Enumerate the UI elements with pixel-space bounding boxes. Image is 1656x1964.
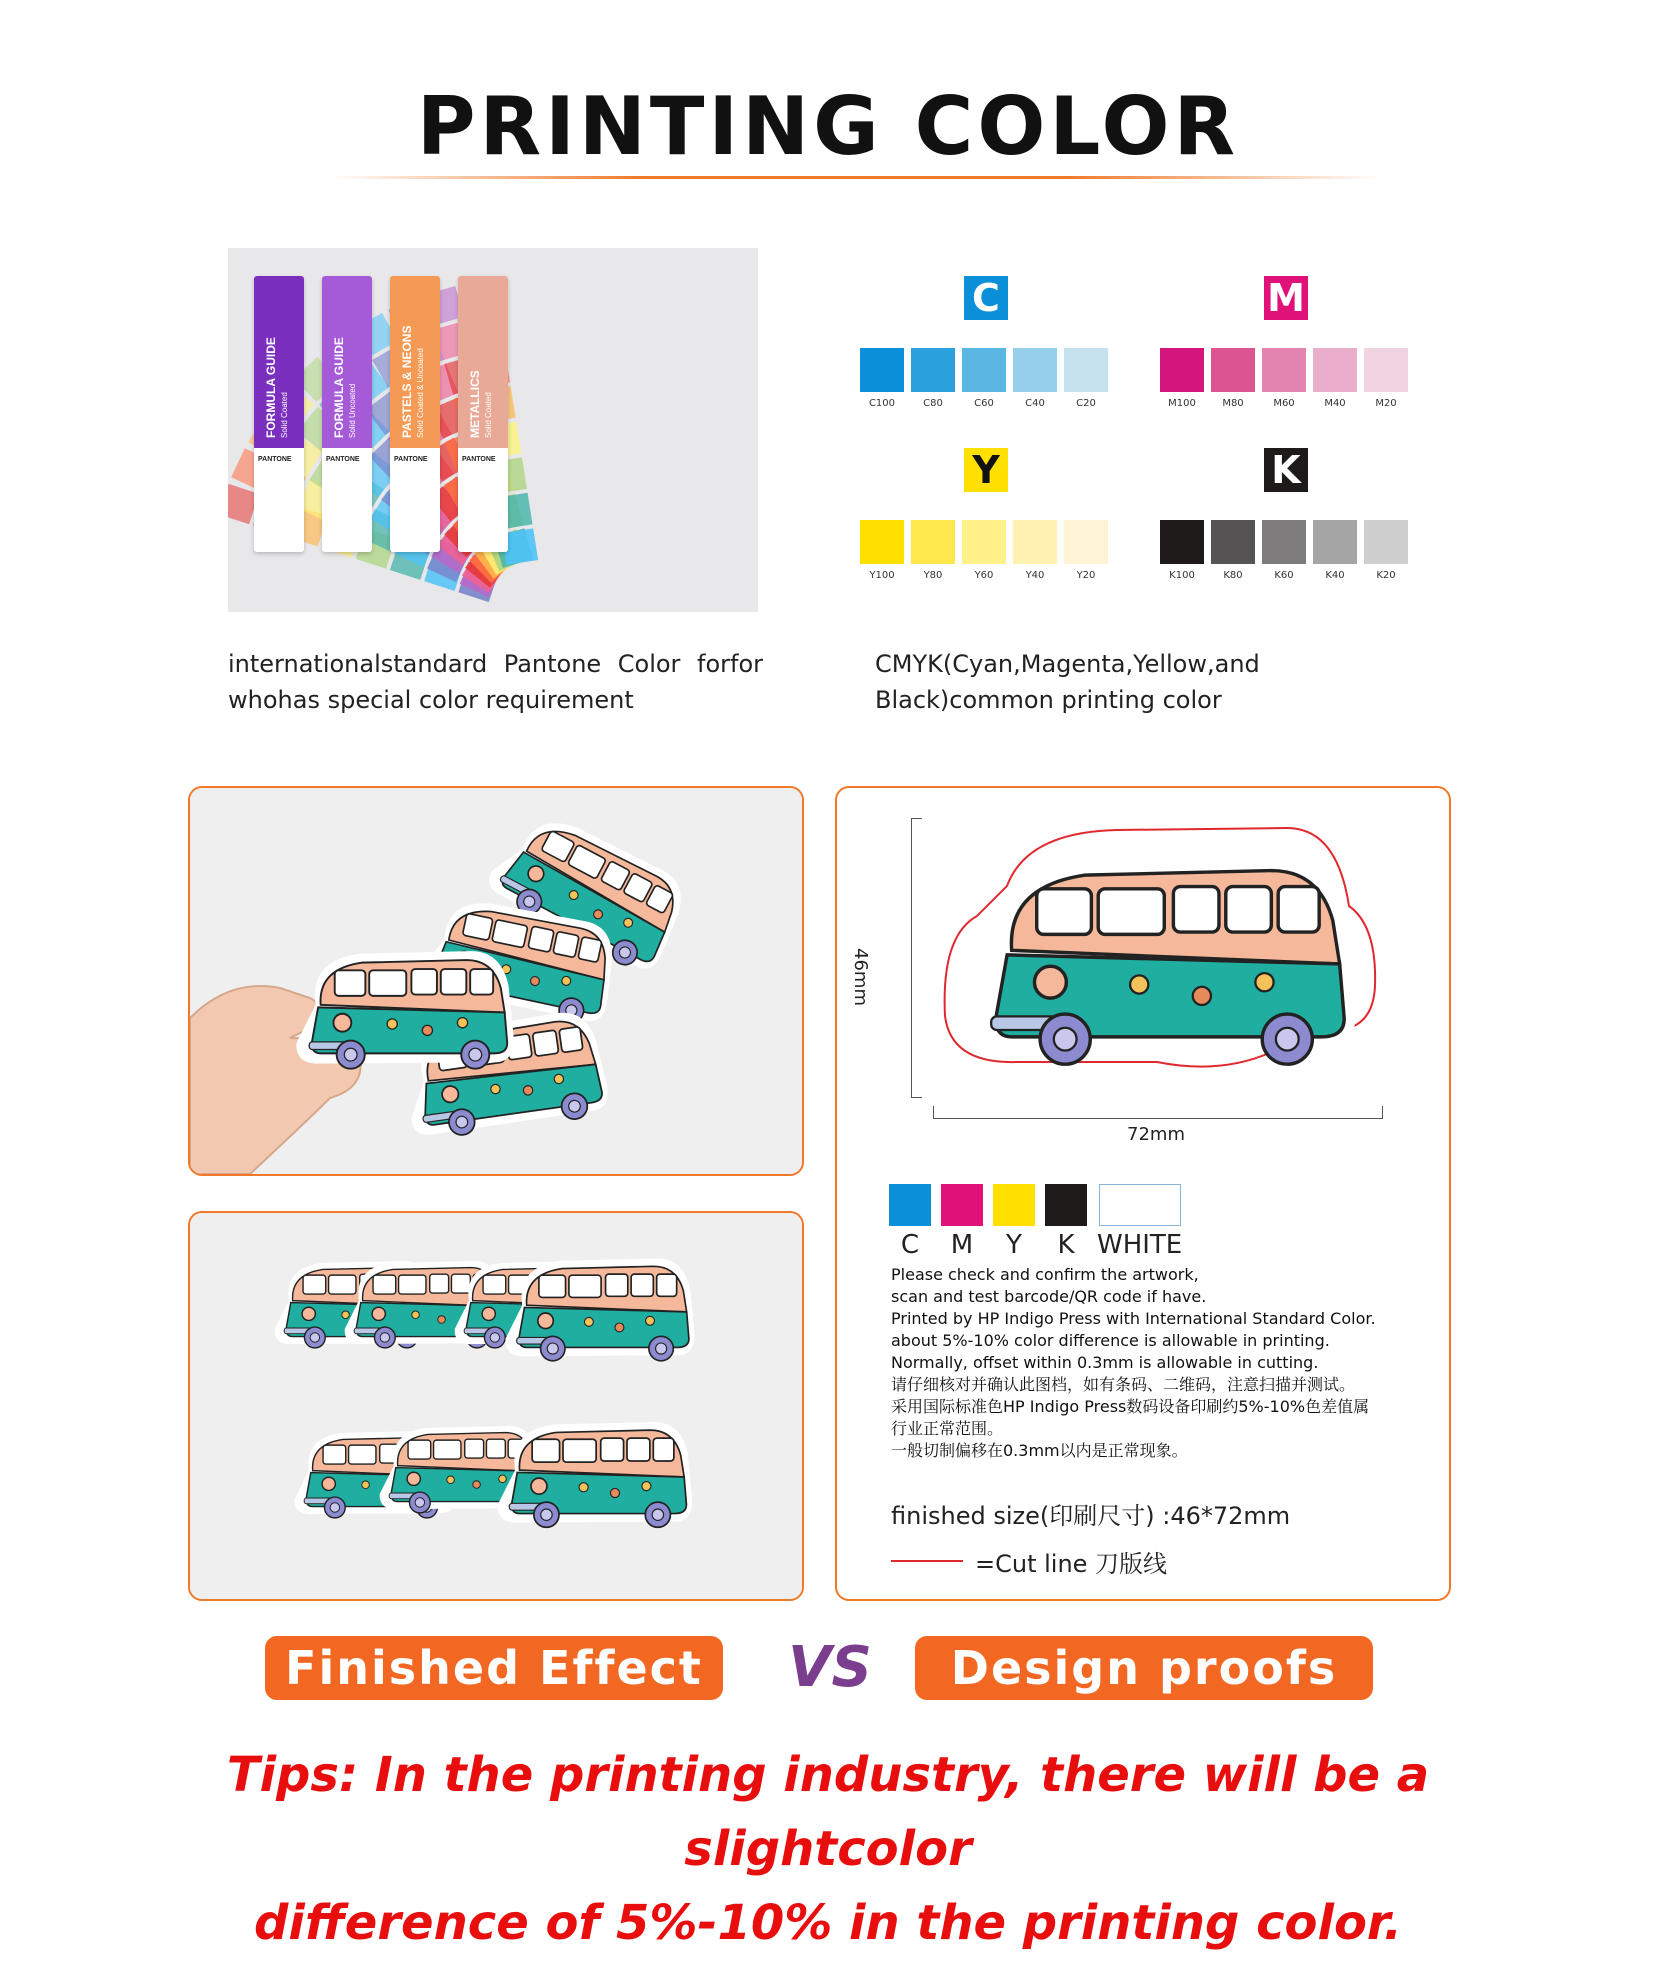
swatch-label: Y20 [1076, 570, 1096, 581]
finished-effect-label: Finished Effect [265, 1636, 723, 1700]
color-swatch [962, 520, 1006, 564]
color-chip-label: K [1057, 1230, 1075, 1260]
pantone-book-cover [458, 276, 508, 448]
pantone-book-brand: PANTONE [258, 456, 292, 463]
swatch-label: C80 [923, 398, 943, 409]
color-chip-swatch [993, 1184, 1035, 1226]
swatch-label: M20 [1375, 398, 1397, 409]
pantone-book-brand: PANTONE [462, 456, 496, 463]
color-swatch [1064, 520, 1108, 564]
swatch-label: K40 [1325, 570, 1345, 581]
pantone-book-brand: PANTONE [326, 456, 360, 463]
swatch-label: C20 [1076, 398, 1096, 409]
cut-line-legend: =Cut line 刀版线 [975, 1550, 1168, 1578]
swatch-label-row [860, 570, 1112, 581]
swatch-label: Y100 [869, 570, 895, 581]
color-chip [1045, 1184, 1087, 1260]
proof-note-line: Please check and confirm the artwork, [891, 1265, 1199, 1284]
swatch-row [860, 348, 1112, 392]
sticker-group-illustration [190, 1213, 802, 1599]
color-chip [889, 1184, 931, 1260]
cmyk-letter-badge: K [1264, 448, 1308, 492]
pantone-book-brand: PANTONE [394, 456, 428, 463]
pantone-book-cover [254, 276, 304, 448]
proof-sticker-artwork [937, 816, 1377, 1088]
cut-line-sample [891, 1560, 963, 1562]
pantone-caption: internationalstandard Pantone Color forfor whohas special color requirement [228, 650, 763, 714]
color-chip-swatch [941, 1184, 983, 1226]
pantone-book-subtitle: Solid Coated [280, 392, 289, 438]
color-chip-label: Y [1006, 1230, 1022, 1260]
pantone-book-cover [322, 276, 372, 448]
proof-note-line: 请仔细核对并确认此图档，如有条码、二维码，注意扫描并测试。 [891, 1375, 1356, 1394]
swatch-row [860, 520, 1112, 564]
design-proofs-label: Design proofs [915, 1636, 1373, 1700]
color-swatch [911, 520, 955, 564]
proof-note-line: 行业正常范围。 [891, 1419, 1004, 1438]
pantone-book-subtitle: Solid Coated [484, 392, 493, 438]
color-swatch [1211, 348, 1255, 392]
swatch-label: Y60 [974, 570, 994, 581]
pantone-book-title: FORMULA GUIDE [332, 337, 346, 438]
title-divider [330, 176, 1380, 179]
cmyk-group-y [860, 448, 1112, 581]
color-swatch [1364, 520, 1408, 564]
color-chip [1097, 1184, 1182, 1260]
swatch-label: K80 [1223, 570, 1243, 581]
swatch-label: K20 [1376, 570, 1396, 581]
finished-effect-photo-group [188, 1211, 804, 1601]
cmyk-letter-badge: Y [964, 448, 1008, 492]
color-swatch [860, 520, 904, 564]
color-swatch [1160, 520, 1204, 564]
pantone-book-subtitle: Solid Coated & Uncoated [416, 348, 425, 438]
cmyk-letter-badge: C [964, 276, 1008, 320]
pantone-book-subtitle: Solid Uncoated [348, 383, 357, 438]
swatch-label-row [1160, 570, 1412, 581]
color-swatch [1013, 520, 1057, 564]
width-dimension-label: 72mm [1127, 1124, 1185, 1145]
tips-line-2: difference of 5%-10% in the printing color. [254, 1895, 1402, 1951]
color-chip-swatch [1099, 1184, 1181, 1226]
proof-note-line: Printed by HP Indigo Press with International Standard Color. [891, 1309, 1376, 1328]
cmyk-group-m [1160, 276, 1412, 409]
finished-effect-photo-hand [188, 786, 804, 1176]
color-chip-label: WHITE [1097, 1230, 1183, 1260]
finished-size-text: finished size(印刷尺寸) :46*72mm [891, 1502, 1291, 1530]
width-dimension-line [933, 1106, 1383, 1119]
sticker-photo-illustration [190, 788, 802, 1174]
color-swatch [1364, 348, 1408, 392]
cmyk-caption: CMYK(Cyan,Magenta,Yellow,and Black)common printing color [875, 650, 1260, 714]
color-swatch [1313, 348, 1357, 392]
color-chip-label: C [900, 1230, 920, 1260]
cmyk-group-k [1160, 448, 1412, 581]
page-title: PRINTING COLOR [416, 80, 1240, 173]
proof-note-line: Normally, offset within 0.3mm is allowable in cutting. [891, 1353, 1319, 1372]
pantone-book [254, 276, 304, 552]
color-swatch [1211, 520, 1255, 564]
swatch-row [1160, 348, 1412, 392]
cmyk-swatch-chart [860, 276, 1440, 596]
color-swatch [962, 348, 1006, 392]
color-chip-swatch [889, 1184, 931, 1226]
color-swatch [911, 348, 955, 392]
swatch-label: K100 [1169, 570, 1195, 581]
color-swatch [860, 348, 904, 392]
pantone-book-title: METALLICS [468, 370, 482, 438]
color-swatch [1160, 348, 1204, 392]
design-proof-panel [835, 786, 1451, 1601]
pantone-book [458, 276, 508, 552]
pantone-book [322, 276, 372, 552]
height-dimension-line [911, 818, 922, 1098]
swatch-row [1160, 520, 1412, 564]
swatch-label: M40 [1324, 398, 1346, 409]
color-swatch [1262, 520, 1306, 564]
cmyk-group-c [860, 276, 1112, 409]
swatch-label-row [1160, 398, 1412, 409]
color-swatch [1013, 348, 1057, 392]
swatch-label: M100 [1168, 398, 1196, 409]
swatch-label-row [860, 398, 1112, 409]
swatch-label: K60 [1274, 570, 1294, 581]
color-chip-swatch [1045, 1184, 1087, 1226]
color-chip-label: M [950, 1230, 974, 1260]
proof-note-line: scan and test barcode/QR code if have. [891, 1287, 1207, 1306]
pantone-book [390, 276, 440, 552]
color-swatch [1064, 348, 1108, 392]
vs-label: VS [788, 1635, 872, 1700]
color-chip [941, 1184, 983, 1260]
proof-note-line: 一般切制偏移在0.3mm以内是正常现象。 [891, 1441, 1188, 1460]
tips-text [150, 1738, 1506, 1960]
swatch-label: C60 [974, 398, 994, 409]
color-chip-row [889, 1184, 1192, 1260]
swatch-label: Y80 [923, 570, 943, 581]
color-swatch [1313, 520, 1357, 564]
tips-line-1: Tips: In the printing industry, there will be a slightcolor [226, 1747, 1430, 1877]
pantone-book-title: PASTELS & NEONS [400, 325, 414, 438]
swatch-label: C100 [868, 398, 896, 409]
proof-note-line: 采用国际标准色HP Indigo Press数码设备印刷约5%-10%色差值属 [891, 1397, 1370, 1416]
pantone-book-title: FORMULA GUIDE [264, 337, 278, 438]
proof-note-line: about 5%-10% color difference is allowable in printing. [891, 1331, 1330, 1350]
swatch-label: C40 [1025, 398, 1045, 409]
color-chip [993, 1184, 1035, 1260]
swatch-label: Y40 [1025, 570, 1045, 581]
color-swatch [1262, 348, 1306, 392]
pantone-book-cover [390, 276, 440, 448]
cmyk-letter-badge: M [1264, 276, 1308, 320]
pantone-guides-photo [228, 248, 758, 612]
swatch-label: M80 [1222, 398, 1244, 409]
height-dimension-label: 46mm [850, 948, 871, 1006]
proof-notes [891, 1264, 1421, 1462]
swatch-label: M60 [1273, 398, 1295, 409]
